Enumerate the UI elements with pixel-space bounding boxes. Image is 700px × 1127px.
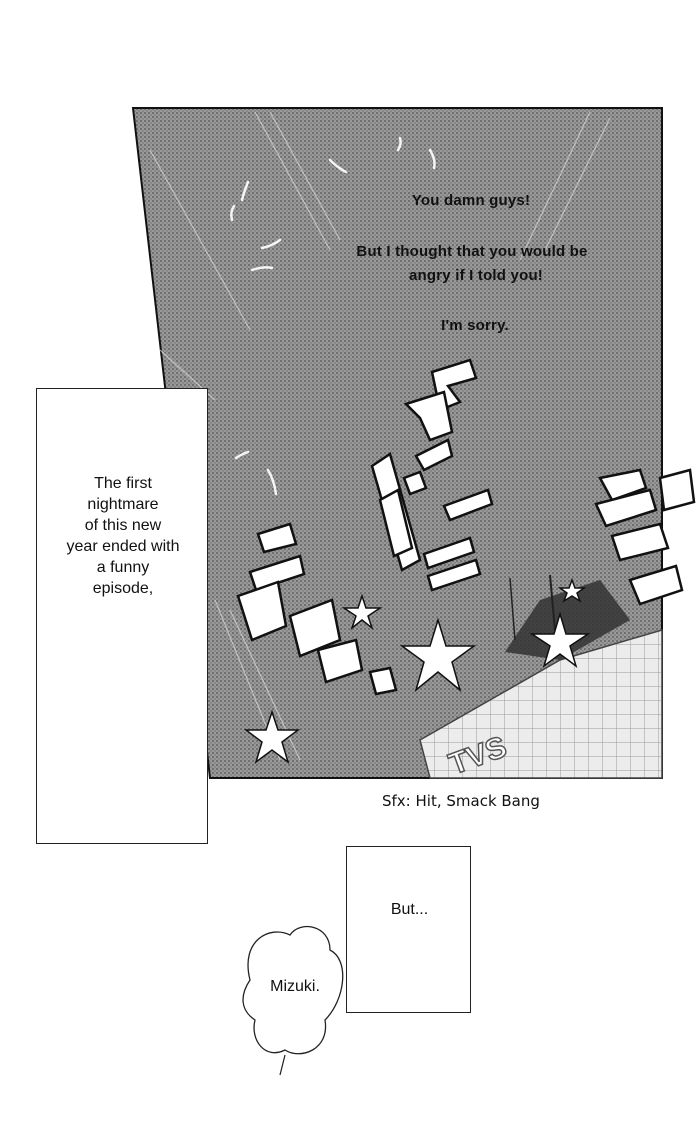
speech-line-4: I'm sorry. [441, 317, 509, 334]
caption-line: a funny [96, 559, 150, 576]
caption-line: of this new [84, 517, 162, 534]
small-caption-text: But... [390, 901, 429, 918]
mizuki-bubble-text: Mizuki. [270, 978, 320, 995]
tvs-sign: TVS [444, 730, 512, 782]
caption-line: episode, [92, 580, 154, 597]
speech-line-2: But I thought that you would be [356, 243, 588, 260]
caption-line: The first [94, 475, 152, 492]
caption-line: year ended with [66, 538, 180, 555]
sfx-translation-note: Sfx: Hit, Smack Bang [382, 792, 540, 810]
speech-line-3: angry if I told you! [409, 267, 543, 284]
caption-line: nightmare [87, 496, 159, 513]
narration-caption [37, 473, 209, 599]
speech-line-1: You damn guys! [411, 192, 531, 209]
small-caption-box [346, 846, 471, 1013]
narration-caption-box [36, 388, 208, 844]
